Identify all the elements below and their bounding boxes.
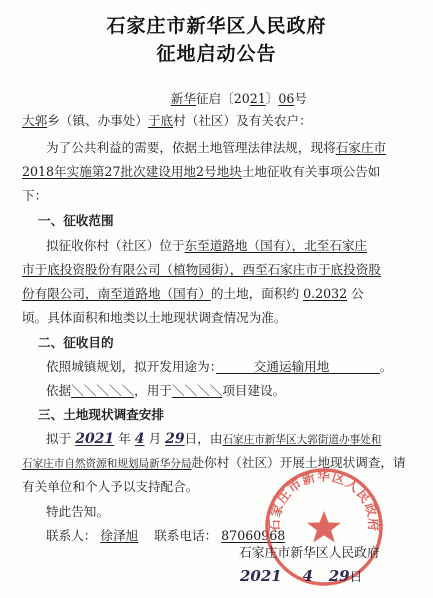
title-line-2: 征地启动公告: [156, 43, 277, 65]
signature-date: 2021 4 29日: [240, 567, 363, 585]
scope-line-1: 拟征收你村（社区）位于东至道路地（国有），北至石家庄: [46, 238, 368, 253]
scope-line-4: 顷。具体面积和地类以土地现状调查情况为准。: [22, 310, 287, 325]
signature-organization: 石家庄市新华区人民政府: [239, 546, 380, 561]
intro-line-3: 下：: [22, 188, 48, 203]
purpose-line-1: 依照城镇规划，拟开发用途为： 交通运输用地 。: [46, 359, 393, 374]
intro-line-2: 2018年实施第27批次建设用地2号地块土地征收有关事项公告如: [22, 164, 381, 179]
purpose-line-2: 依据＼＼＼＼＼，用于＼＼＼＼项目建设。: [46, 383, 286, 398]
intro-line-1: 为了公共利益的需要，依据土地管理法律法规，现将石家庄市: [46, 140, 387, 155]
addressee-line: 大郭乡（镇、办事处）于底村（社区）及有关农户：: [22, 113, 312, 128]
svg-text:石家庄市新华区人民政府: 石家庄市新华区人民政府: [267, 469, 381, 533]
title-line-1: 石家庄市新华区人民政府: [106, 15, 327, 37]
scope-line-3: 份有限公司，南至道路地（国有）的土地，面积约 0.2032 公: [22, 286, 364, 301]
section-3-heading: 三、土地现状调查安排: [38, 407, 164, 422]
contact-line: 联系人： 徐泽旭 联系电话： 87060968: [46, 528, 286, 543]
document-number: 新华征启〔2021〕06号: [170, 91, 307, 106]
contact-phone: 87060968: [221, 528, 286, 543]
survey-line-2: 石家庄市自然资源和规划局新华分局赴你村（社区）开展土地现状调查，请: [22, 455, 406, 470]
closing-text: 特此告知。: [46, 504, 109, 519]
section-1-heading: 一、征收范围: [38, 213, 114, 228]
contact-person: 徐泽旭: [100, 528, 139, 543]
scope-line-2: 市于底投资股份有限公司（植物园街），西至石家庄市于底投资股: [22, 262, 381, 277]
survey-line-3: 有关单位和个人予以支持配合。: [22, 479, 199, 494]
section-2-heading: 二、征收目的: [38, 335, 114, 350]
survey-line-1: 拟于 2021 年 4 月 29日，由石家庄市新华区大郭街道办事处和: [46, 431, 382, 447]
